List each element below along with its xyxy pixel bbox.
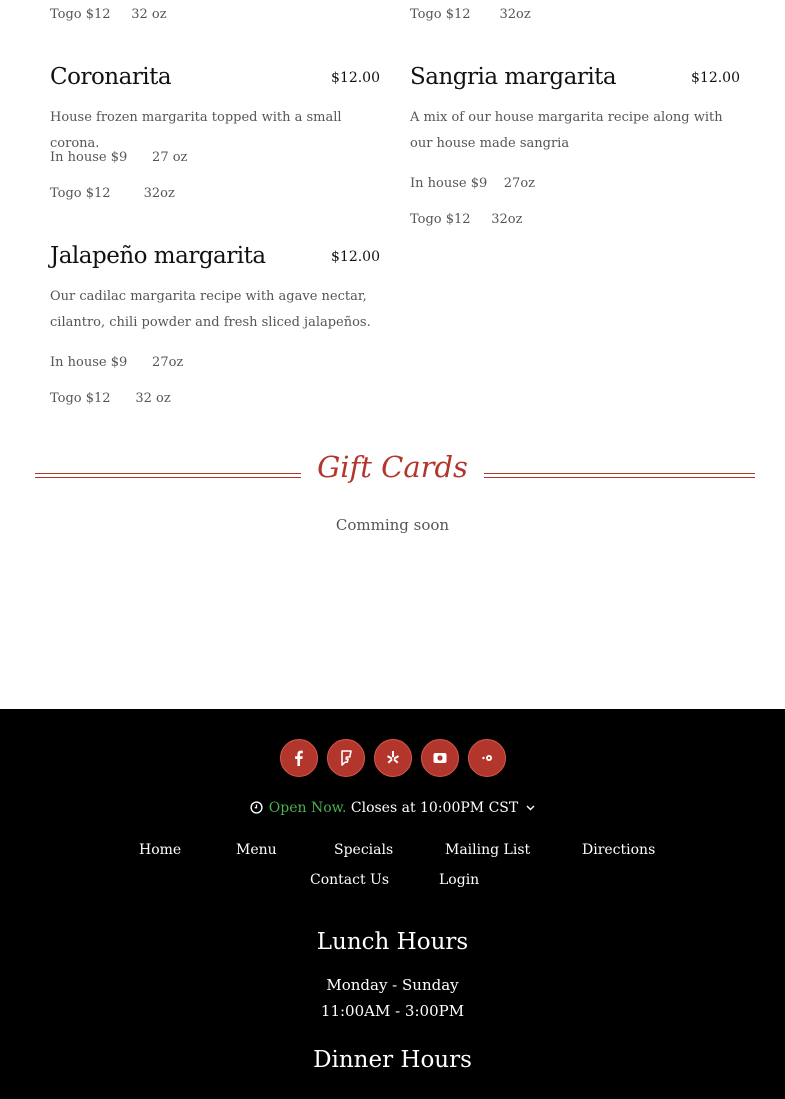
footer-nav-specials[interactable]: Specials [334, 842, 394, 858]
open-now-label: Open Now. [268, 800, 347, 816]
item-description: A mix of our house margarita recipe along with our house made sangria [410, 110, 723, 151]
item-description: Our cadilac margarita recipe with agave nectar, cilantro, chili powder and fresh sliced jalapeños. [50, 289, 371, 330]
togo-price-line: Togo $12 32 oz [50, 7, 167, 22]
opentable-icon[interactable] [421, 739, 459, 777]
gift-cards-heading-wrap [0, 450, 785, 484]
footer-nav-menu[interactable]: Menu [236, 842, 277, 858]
item-price: $12.00 [331, 70, 380, 86]
facebook-icon[interactable] [280, 739, 318, 777]
yelp-icon[interactable] [374, 739, 412, 777]
lunch-time: 11:00AM - 3:00PM [320, 1002, 465, 1020]
foursquare-icon[interactable] [327, 739, 365, 777]
togo-price-line: Togo $12 32oz [410, 7, 531, 22]
lunch-hours-title: Lunch Hours [316, 929, 469, 955]
item-description: House frozen margarita topped with a small corona. [50, 110, 342, 151]
in-house-price-line: In house $9 27oz [50, 355, 184, 370]
gift-cards-text: Comming soon [335, 516, 450, 534]
footer-nav-home[interactable]: Home [139, 842, 182, 858]
in-house-price-line: In house $9 27 oz [50, 150, 188, 165]
togo-price-line: Togo $12 32 oz [50, 391, 171, 406]
closing-time: Closes at 10:00PM CST [350, 800, 519, 816]
chevron-down-icon[interactable] [526, 799, 535, 815]
item-price: $12.00 [691, 70, 740, 86]
tripadvisor-icon[interactable] [468, 739, 506, 777]
in-house-price-line: In house $9 27oz [410, 176, 535, 191]
item-name: Coronarita [50, 64, 172, 90]
togo-price-line: Togo $12 32oz [50, 186, 175, 201]
togo-price-line: Togo $12 32oz [410, 212, 523, 227]
gift-cards-title: Gift Cards [301, 450, 484, 484]
footer-nav-mailing-list[interactable]: Mailing List [445, 842, 531, 858]
open-status[interactable] [0, 799, 785, 818]
clock-icon [250, 801, 263, 818]
item-name: Jalapeño margarita [50, 243, 266, 269]
footer-nav-contact-us[interactable]: Contact Us [310, 872, 390, 888]
dinner-hours-title: Dinner Hours [313, 1047, 472, 1073]
footer-nav-directions[interactable]: Directions [582, 842, 656, 858]
social-links [280, 739, 506, 777]
lunch-days: Monday - Sunday [326, 976, 459, 994]
footer-nav-login[interactable]: Login [439, 872, 480, 888]
item-price: $12.00 [331, 249, 380, 265]
site-footer [0, 709, 785, 1099]
item-name: Sangria margarita [410, 64, 617, 90]
